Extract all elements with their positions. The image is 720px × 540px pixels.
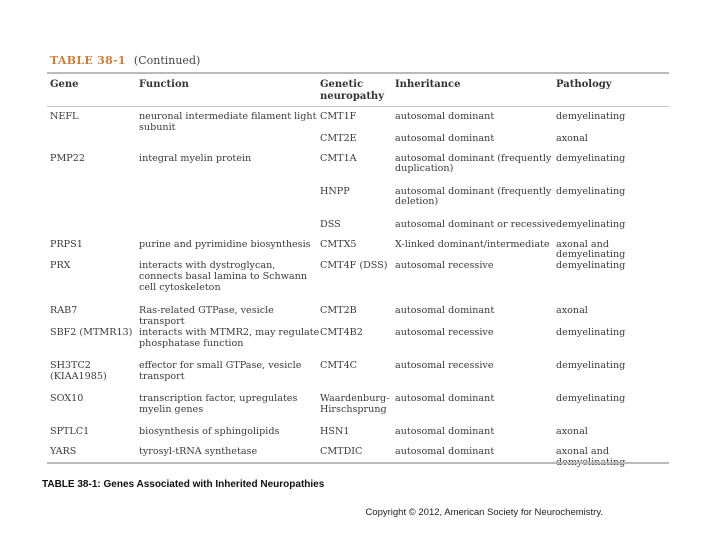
cell-inheritance: autosomal dominant (395, 305, 495, 317)
cell-inheritance: autosomal dominant (395, 392, 495, 404)
cell-neuropathy: HNPP (320, 185, 350, 197)
cell-gene: SOX10 (50, 392, 84, 404)
cell-inheritance: X-linked dominant/intermediate (395, 238, 550, 250)
cell-pathology: demyelinating (556, 152, 626, 164)
cell-function (139, 134, 320, 154)
header-inheritance: Inheritance (395, 79, 461, 90)
header-rule (47, 106, 669, 107)
cell-gene: YARS (50, 445, 77, 457)
cell-pathology: axonal and demyelinating (556, 238, 626, 261)
table-row (47, 306, 669, 328)
cell-pathology: axonal and (556, 445, 609, 457)
cell-function: transcription factor, upregulates myelin genes (139, 392, 298, 415)
cell-gene: PRPS1 (50, 238, 83, 250)
table-row (47, 154, 669, 187)
cell-pathology: axonal (556, 132, 588, 144)
cell-function: tyrosyl-tRNA synthetase (139, 445, 258, 457)
cell-gene: NEFL (50, 111, 79, 122)
cell-neuropathy: Waardenburg-Hirschsprung (320, 392, 390, 415)
table-title (50, 54, 200, 67)
table-row (47, 220, 669, 240)
table-row (47, 240, 669, 262)
cell-pathology: demyelinating (556, 111, 626, 122)
genes-table-body (47, 112, 669, 468)
table-row (47, 112, 669, 134)
table-row (47, 427, 669, 447)
table-row (47, 328, 669, 361)
table-row (47, 394, 669, 427)
cell-gene: SH3TC2 (KIAA1985) (50, 359, 107, 382)
cell-pathology: axonal (556, 305, 588, 317)
table-label: TABLE 38-1 (50, 54, 126, 67)
cell-pathology: demyelinating (556, 359, 626, 371)
cell-function (139, 220, 320, 240)
cell-neuropathy: HSN1 (320, 425, 350, 437)
cell-function: neuronal intermediate filament light subunit (139, 111, 317, 133)
cell-gene: PMP22 (50, 152, 85, 164)
cell-gene: RAB7 (50, 305, 78, 317)
table-row (47, 361, 669, 394)
cell-gene: PRX (50, 260, 71, 272)
cell-neuropathy: CMT4F (DSS) (320, 260, 388, 272)
cell-function (139, 187, 320, 220)
cell-inheritance: autosomal dominant (frequently duplication) (395, 152, 552, 175)
cell-inheritance: autosomal dominant (395, 445, 495, 457)
cell-pathology: demyelinating (556, 260, 626, 272)
cell-function: interacts with MTMR2, may regulate phosphatase function (139, 326, 320, 349)
cell-gene (47, 220, 139, 240)
cell-neuropathy: CMT1A (320, 152, 357, 164)
cell-gene: SPTLC1 (50, 425, 90, 437)
cell-gene (47, 134, 139, 154)
cell-function: Ras-related GTPase, vesicle transport (139, 305, 274, 327)
bottom-rule (47, 462, 669, 464)
cell-inheritance: autosomal dominant (395, 111, 495, 122)
cell-inheritance: autosomal recessive (395, 359, 494, 371)
header-neuropathy-line1: Genetic (320, 79, 364, 90)
cell-gene: SBF2 (MTMR13) (50, 326, 133, 338)
genes-table (47, 112, 669, 468)
cell-pathology: demyelinating (556, 326, 626, 338)
cell-neuropathy: CMT1F (320, 111, 357, 122)
cell-inheritance: autosomal dominant (frequently deletion) (395, 185, 552, 208)
top-rule (47, 72, 669, 74)
cell-function: effector for small GTPase, vesicle transport (139, 359, 302, 382)
figure-caption: TABLE 38-1: Genes Associated with Inherited Neuropathies (42, 479, 325, 490)
cell-function: purine and pyrimidine biosynthesis (139, 238, 311, 250)
cell-inheritance: autosomal dominant or recessive (395, 218, 556, 230)
cell-gene (47, 187, 139, 220)
header-function: Function (139, 79, 189, 90)
table-row (47, 261, 669, 306)
cell-pathology: demyelinating (556, 218, 626, 230)
header-gene: Gene (50, 79, 79, 90)
cell-pathology: demyelinating (556, 185, 626, 197)
cell-function: interacts with dystroglycan, connects basal lamina to Schwann cell cytoskeleton (139, 260, 308, 293)
cell-function: integral myelin protein (139, 152, 252, 164)
header-neuropathy (320, 79, 384, 103)
header-pathology: Pathology (556, 79, 612, 90)
cell-neuropathy: CMTDIC (320, 445, 363, 457)
cell-inheritance: autosomal dominant (395, 425, 495, 437)
table-continued: (Continued) (133, 54, 201, 67)
cell-neuropathy: CMT4C (320, 359, 358, 371)
cell-pathology: axonal (556, 425, 588, 437)
cell-neuropathy: CMT2B (320, 305, 357, 317)
table-row (47, 447, 669, 469)
cell-neuropathy: CMT4B2 (320, 326, 363, 338)
copyright-notice: Copyright © 2012, American Society for Neurochemistry. (365, 507, 603, 518)
table-row (47, 187, 669, 220)
cell-inheritance: autosomal recessive (395, 326, 494, 338)
cell-function: biosynthesis of sphingolipids (139, 425, 280, 437)
cell-inheritance: autosomal recessive (395, 260, 494, 272)
cell-neuropathy: CMT2E (320, 132, 357, 144)
header-neuropathy-line2: neuropathy (320, 91, 385, 102)
cell-neuropathy: CMTX5 (320, 238, 357, 250)
cell-pathology: demyelinating (556, 392, 626, 404)
cell-inheritance: autosomal dominant (395, 132, 495, 144)
table-row (47, 134, 669, 154)
cell-neuropathy: DSS (320, 218, 341, 230)
